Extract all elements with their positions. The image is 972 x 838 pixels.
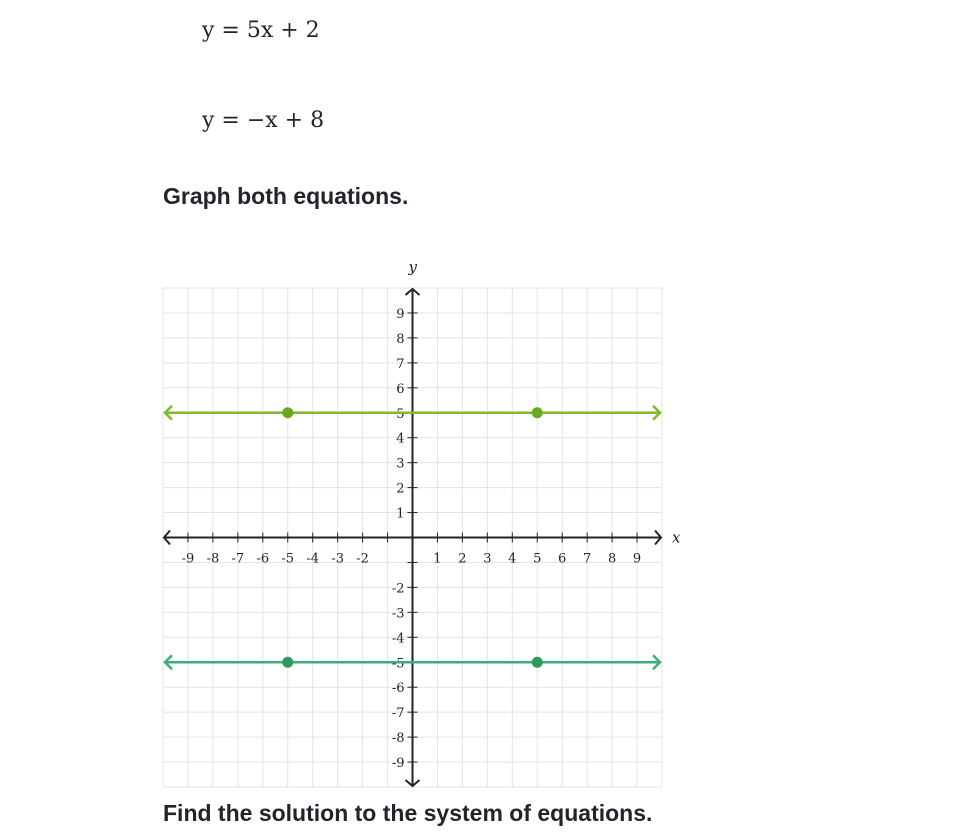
x-tick-label: 3	[483, 551, 492, 567]
x-tick-label: -9	[181, 551, 195, 567]
y-tick-label: -2	[391, 581, 405, 597]
y-tick-label: 7	[396, 356, 405, 372]
y-tick-label: 6	[396, 381, 405, 397]
solve-instruction: Find the solution to the system of equations.	[163, 800, 653, 826]
y-tick-label: -6	[391, 681, 405, 697]
x-tick-label: -7	[231, 551, 245, 567]
y-tick-label: -9	[391, 756, 405, 772]
line-2-point[interactable]	[282, 657, 293, 668]
y-tick-label: 8	[396, 331, 405, 347]
x-tick-label: 2	[458, 551, 467, 567]
y-tick-label: 5	[396, 406, 405, 422]
x-tick-label: 8	[607, 551, 617, 567]
x-tick-label: 7	[583, 551, 592, 567]
y-tick-label: 4	[396, 431, 405, 447]
x-tick-label: -3	[331, 551, 344, 567]
x-axis-label: x	[672, 528, 681, 547]
x-tick-label: 5	[533, 551, 542, 567]
y-axis-label: y	[408, 258, 417, 276]
y-tick-label: -8	[391, 731, 405, 747]
y-tick-label: -3	[391, 606, 405, 622]
y-tick-label: 2	[396, 481, 405, 497]
x-tick-label: 6	[558, 551, 567, 567]
x-tick-label: -2	[356, 551, 369, 567]
y-tick-label: -5	[391, 656, 405, 672]
graph-instruction: Graph both equations.	[163, 183, 409, 209]
tick-labels	[182, 307, 642, 771]
y-tick-label: 3	[396, 456, 405, 472]
axes	[164, 289, 661, 786]
x-tick-label: -5	[281, 551, 295, 567]
y-tick-label: 9	[396, 306, 405, 322]
equation-2: y = −x + 8	[202, 108, 325, 133]
x-tick-label: -8	[206, 551, 220, 567]
equation-1: y = 5x + 2	[202, 18, 320, 43]
x-tick-label: -4	[306, 551, 320, 567]
line-1-point[interactable]	[282, 407, 293, 418]
x-tick-label: 1	[433, 551, 442, 567]
x-tick-label: -6	[256, 551, 270, 567]
x-tick-label: 9	[632, 551, 642, 567]
y-tick-label: -4	[391, 631, 405, 647]
y-tick-label: 1	[396, 506, 405, 522]
line-1-point[interactable]	[532, 407, 543, 418]
line-2-point[interactable]	[532, 657, 543, 668]
x-tick-label: 4	[508, 551, 517, 567]
y-tick-label: -7	[391, 706, 405, 722]
